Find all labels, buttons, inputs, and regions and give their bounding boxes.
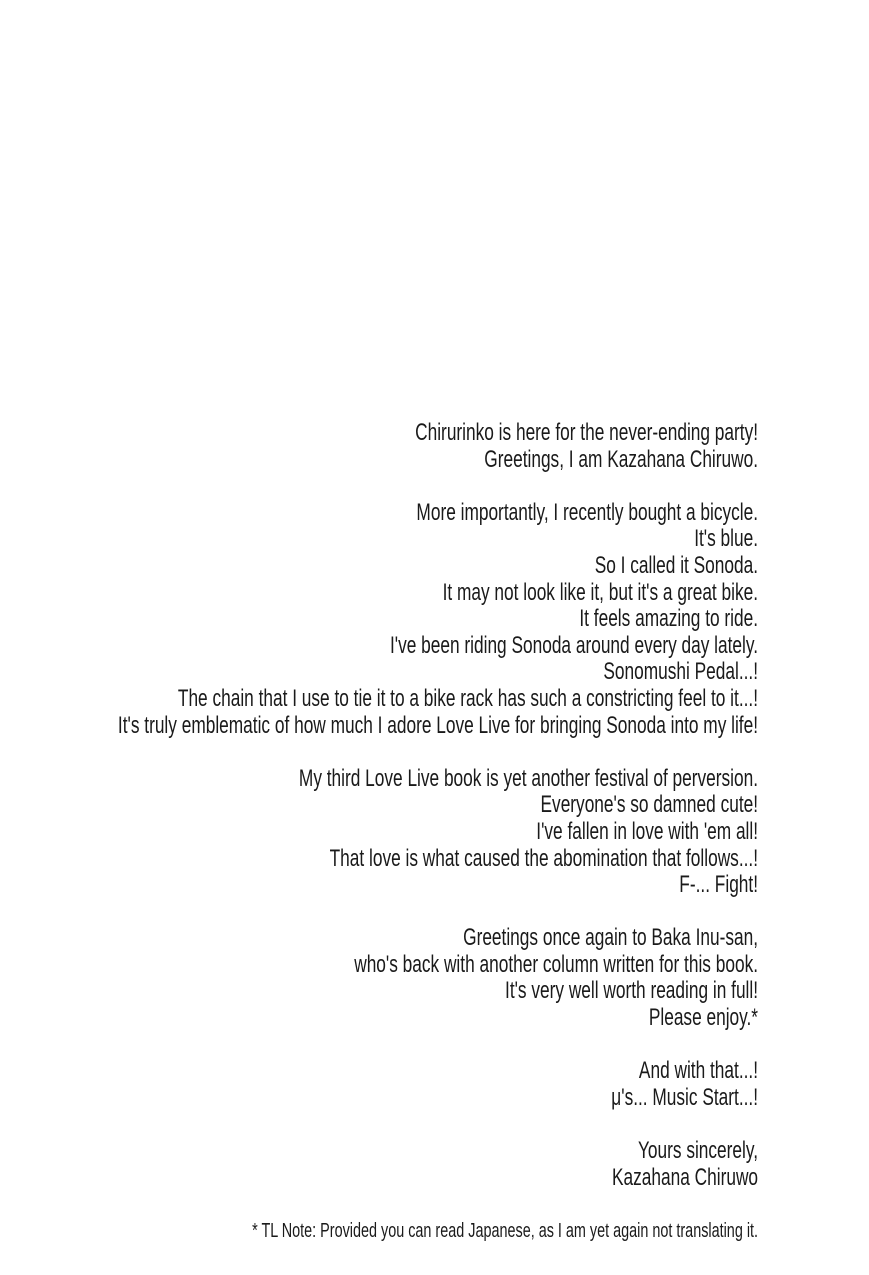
text-line: Sonomushi Pedal...! [603, 658, 758, 686]
paragraph-book [118, 766, 758, 899]
text-line: Greetings, I am Kazahana Chiruwo. [484, 445, 758, 473]
text-line: I've fallen in love with 'em all! [536, 817, 758, 845]
text-line: It's truly emblematic of how much I adore Love Live for bringing Sonoda into my life! [117, 711, 758, 739]
text-line: My third Love Live book is yet another festival of perversion. [298, 764, 758, 792]
text-line: Please enjoy.* [648, 1004, 758, 1032]
paragraph-greeting [118, 420, 758, 473]
paragraph-guest-column [118, 925, 758, 1031]
text-line: who's back with another column written for this book. [354, 950, 758, 978]
text-line: It's very well worth reading in full! [504, 977, 758, 1005]
text-line: It may not look like it, but it's a great bike. [442, 578, 758, 606]
text-line: I've been riding Sonoda around every day lately. [389, 631, 758, 659]
text-line: Greetings once again to Baka Inu-san, [463, 924, 758, 952]
tl-note: * TL Note: Provided you can read Japanese, as I am yet again not translating it. [252, 1219, 759, 1242]
text-line: It feels amazing to ride. [579, 605, 758, 633]
text-line: F-... Fight! [679, 871, 758, 899]
text-line: μ's... Music Start...! [611, 1083, 758, 1111]
paragraph-bicycle [118, 500, 758, 739]
text-line: More importantly, I recently bought a bicycle. [416, 498, 758, 526]
text-line: That love is what caused the abomination that follows...! [329, 844, 758, 872]
text-line: The chain that I use to tie it to a bike rack has such a constricting feel to it...! [177, 684, 758, 712]
text-line: Yours sincerely, [637, 1137, 758, 1165]
text-line: Everyone's so damned cute! [540, 791, 758, 819]
text-line: And with that...! [638, 1057, 758, 1085]
signature-name: Kazahana Chiruwo [611, 1163, 758, 1191]
text-line: It's blue. [694, 525, 758, 553]
afterword-text-block [118, 420, 758, 1244]
paragraph-closing [118, 1058, 758, 1111]
paragraph-signature [118, 1138, 758, 1191]
text-line: So I called it Sonoda. [594, 551, 758, 579]
text-line: Chirurinko is here for the never-ending party! [415, 419, 758, 446]
